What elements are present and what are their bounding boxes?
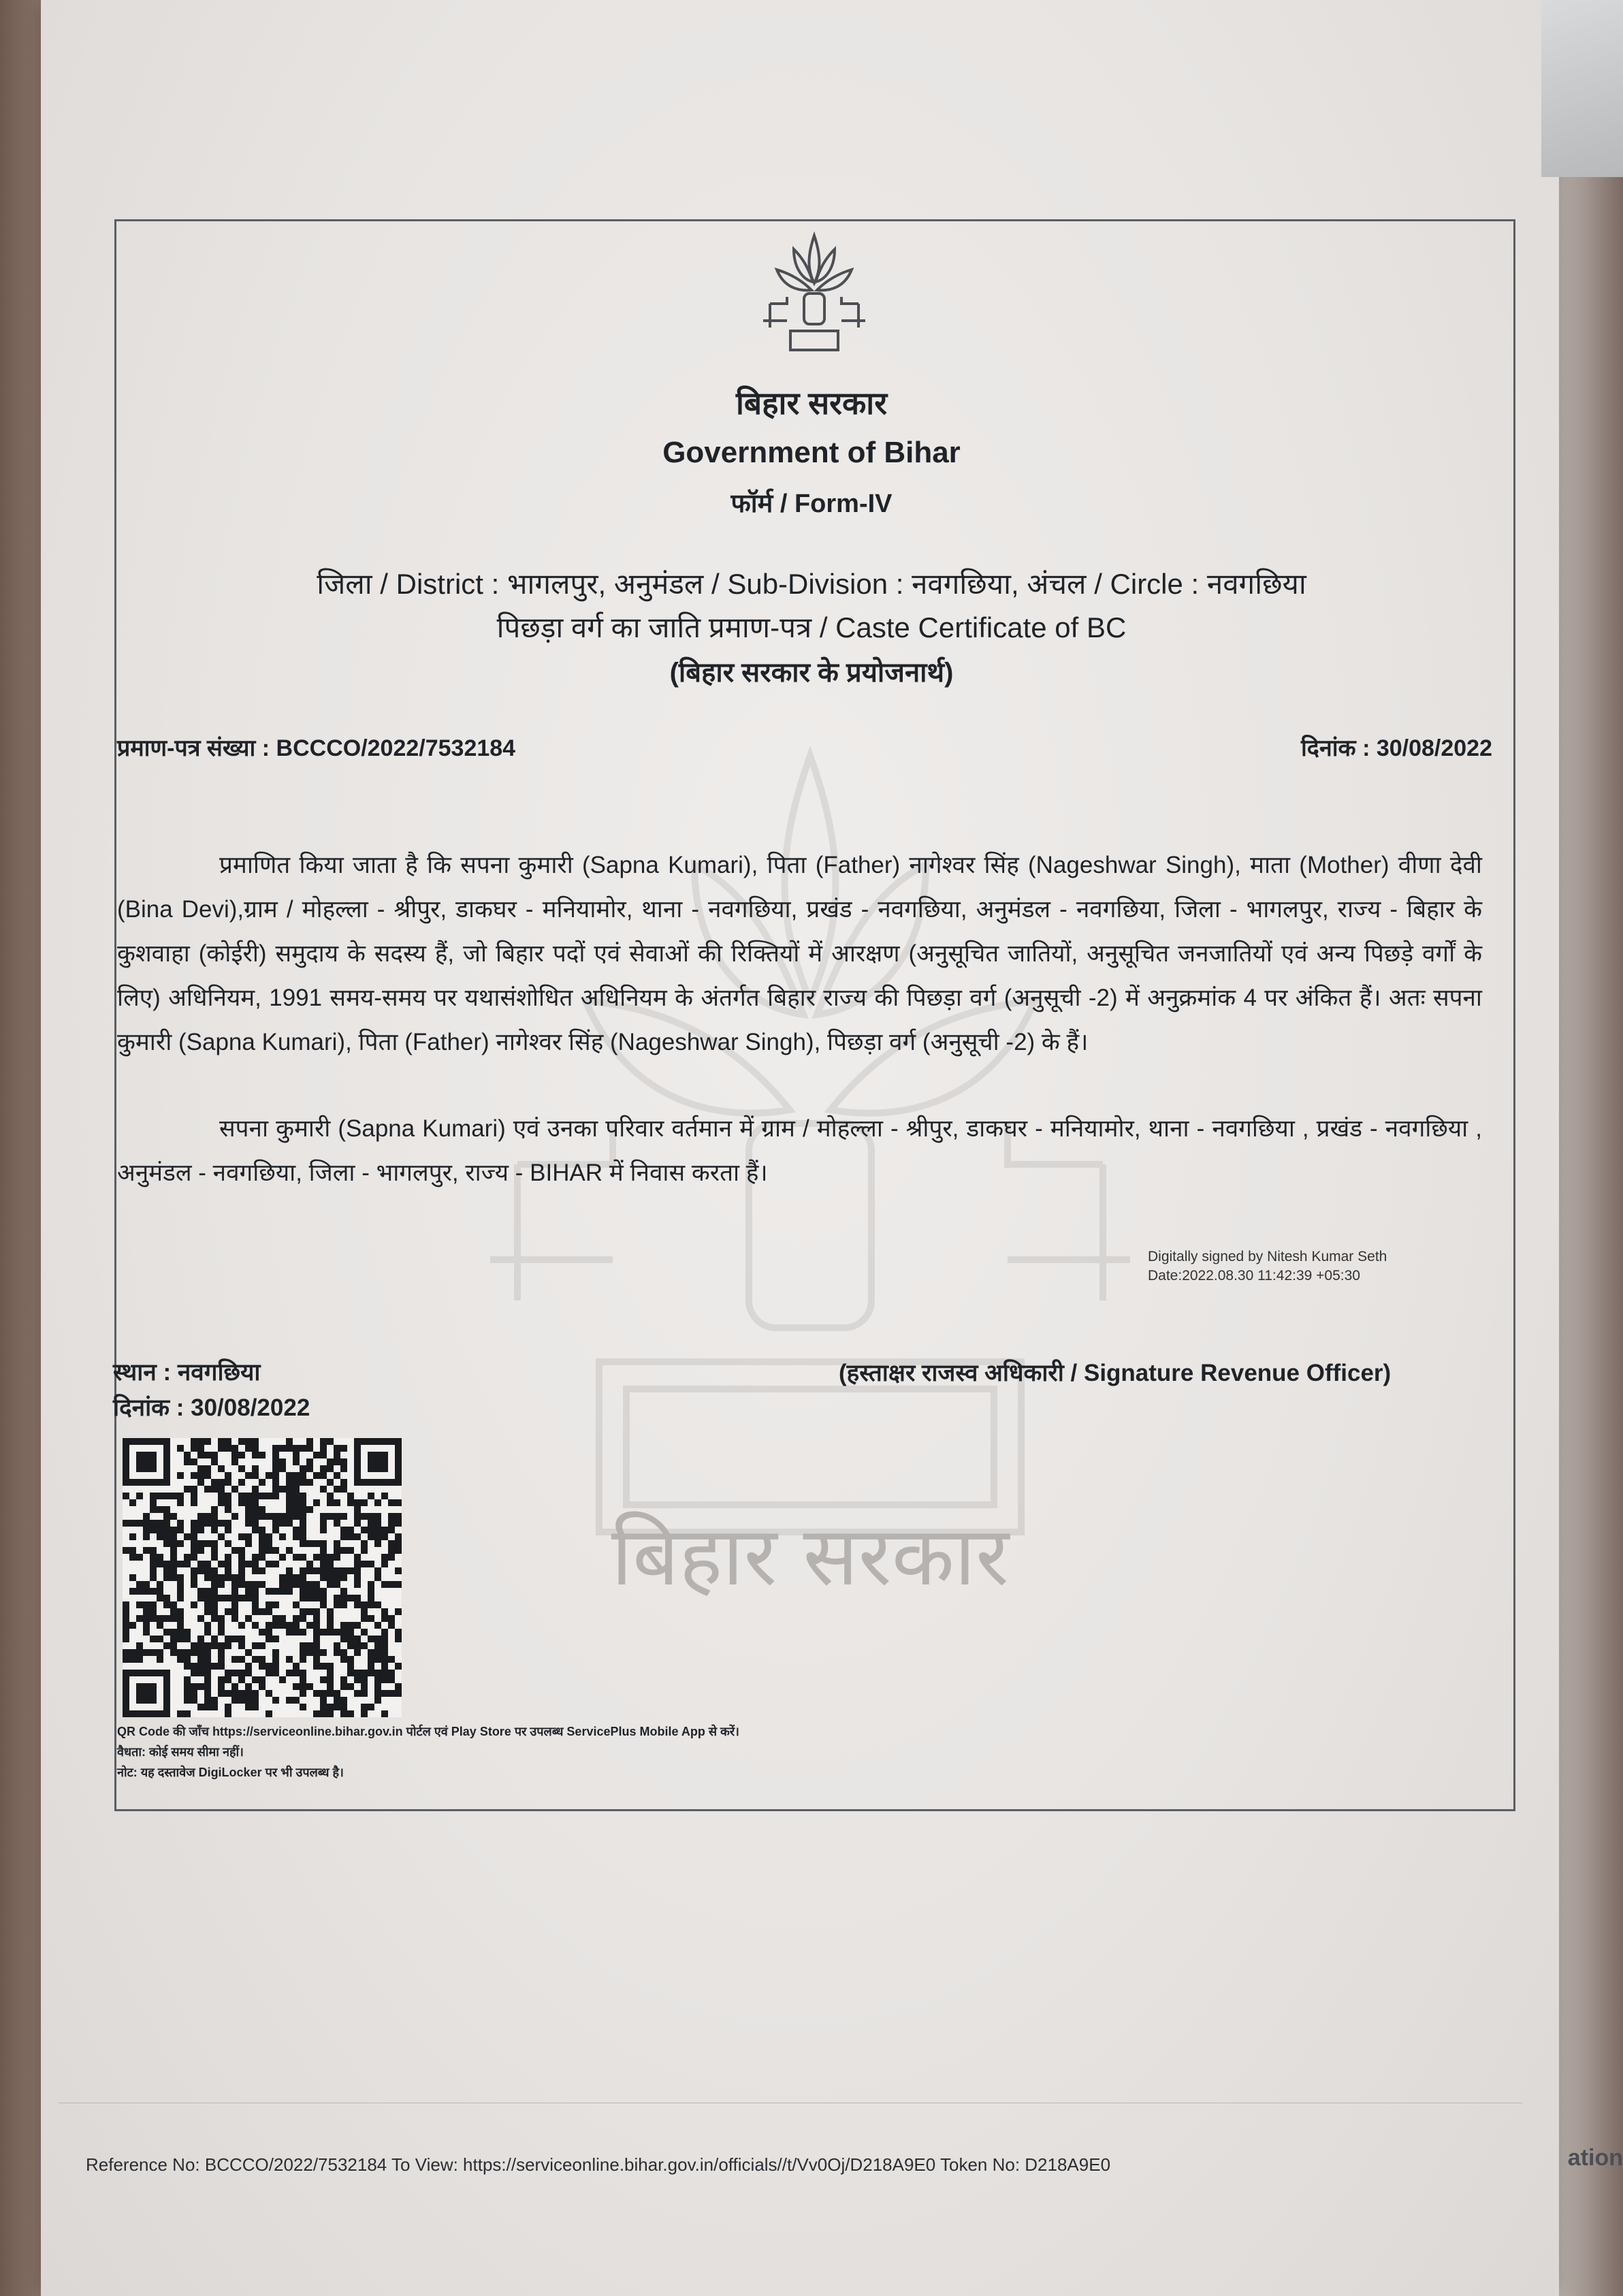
government-title-hindi: बिहार सरकार: [735, 385, 888, 421]
edge-text: ation: [1567, 2145, 1623, 2171]
note-qr-verify: QR Code की जाँच https://serviceonline.bihar.gov.in पोर्टल एवं Play Store पर उपलब्ध ServicePlus Mobile App से करें।: [117, 1725, 739, 1738]
background-paper-scrap: [1541, 0, 1623, 177]
certificate-number: प्रमाण-पत्र संख्या : BCCCO/2022/7532184: [117, 735, 516, 761]
digital-signature-signer: Digitally signed by Nitesh Kumar Seth: [1148, 1249, 1387, 1264]
qr-notes: [117, 1721, 739, 1783]
reference-line: Reference No: BCCCO/2022/7532184 To View: https://serviceonline.bihar.gov.in/officials//t/Vv0Oj/D218A9E0 Token No: D218A9E0: [86, 2154, 1111, 2175]
note-validity: वैधता: कोई समय सीमा नहीं।: [117, 1745, 244, 1759]
location-line: जिला / District : भागलपुर, अनुमंडल / Sub-Division : नवगछिया, अंचल / Circle : नवगछिया: [317, 568, 1306, 600]
form-label: फॉर्म / Form-IV: [730, 490, 893, 518]
digital-signature: [1148, 1247, 1387, 1286]
certificate-body-paragraph-2: सपना कुमारी (Sapna Kumari) एवं उनका परिवार वर्तमान में ग्राम / मोहल्ला - श्रीपुर, डाकघर - मनियामोर, थाना - नवगछिया , प्रखंड - नवगछिया , अनुमंडल - नवगछिया, जिला - भागलपुर, राज्य - BIHAR में निवास करता हैं।: [117, 1115, 1482, 1186]
qr-code-icon: [123, 1438, 402, 1717]
government-title-english: Government of Bihar: [662, 436, 961, 469]
place-block: [113, 1355, 310, 1426]
digital-signature-date: Date:2022.08.30 11:42:39 +05:30: [1148, 1268, 1360, 1283]
note-digilocker: नोट: यह दस्तावेज DigiLocker पर भी उपलब्ध है।: [117, 1766, 344, 1779]
certificate-body-paragraph-1: प्रमाणित किया जाता है कि सपना कुमारी (Sapna Kumari), पिता (Father) नागेश्वर सिंह (Nageshwar Singh), माता (Mother) वीणा देवी (Bina Devi),ग्राम / मोहल्ला - श्रीपुर, डाकघर - मनियामोर, थाना - नवगछिया, प्रखंड - नवगछिया, अनुमंडल - नवगछिया, जिला - भागलपुर, राज्य - बिहार के कुशवाहा (कोईरी) समुदाय के सदस्य हैं, जो बिहार पदों एवं सेवाओं की रिक्तियों में आरक्षण (अनुसूचित जातियों, अनुसूचित जनजातियों एवं अन्य पिछड़े वर्गों के लिए) अधिनियम, 1991 समय-समय पर यथासंशोधित अधिनियम के अंतर्गत बिहार राज्य की पिछड़ा वर्ग (अनुसूची -2) में अनुक्रमांक 4 पर अंकित हैं। अतः सपना कुमारी (Sapna Kumari), पिता (Father) नागेश्वर सिंह (Nageshwar Singh), पिछड़ा वर्ग (अनुसूची -2) के हैं।: [117, 852, 1482, 1055]
place-date: दिनांक : 30/08/2022: [113, 1394, 310, 1421]
bihar-emblem-icon: [753, 229, 875, 358]
signature-label: (हस्ताक्षर राजस्व अधिकारी / Signature Revenue Officer): [839, 1360, 1392, 1386]
certificate-title: पिछड़ा वर्ग का जाति प्रमाण-पत्र / Caste Certificate of BC: [496, 611, 1127, 643]
certificate-purpose: (बिहार सरकार के प्रयोजनार्थ): [669, 658, 954, 688]
watermark-text: बिहार सरकार: [611, 1510, 1010, 1604]
issue-date: दिनांक : 30/08/2022: [1300, 735, 1492, 761]
place-name: स्थान : नवगछिया: [113, 1359, 261, 1386]
